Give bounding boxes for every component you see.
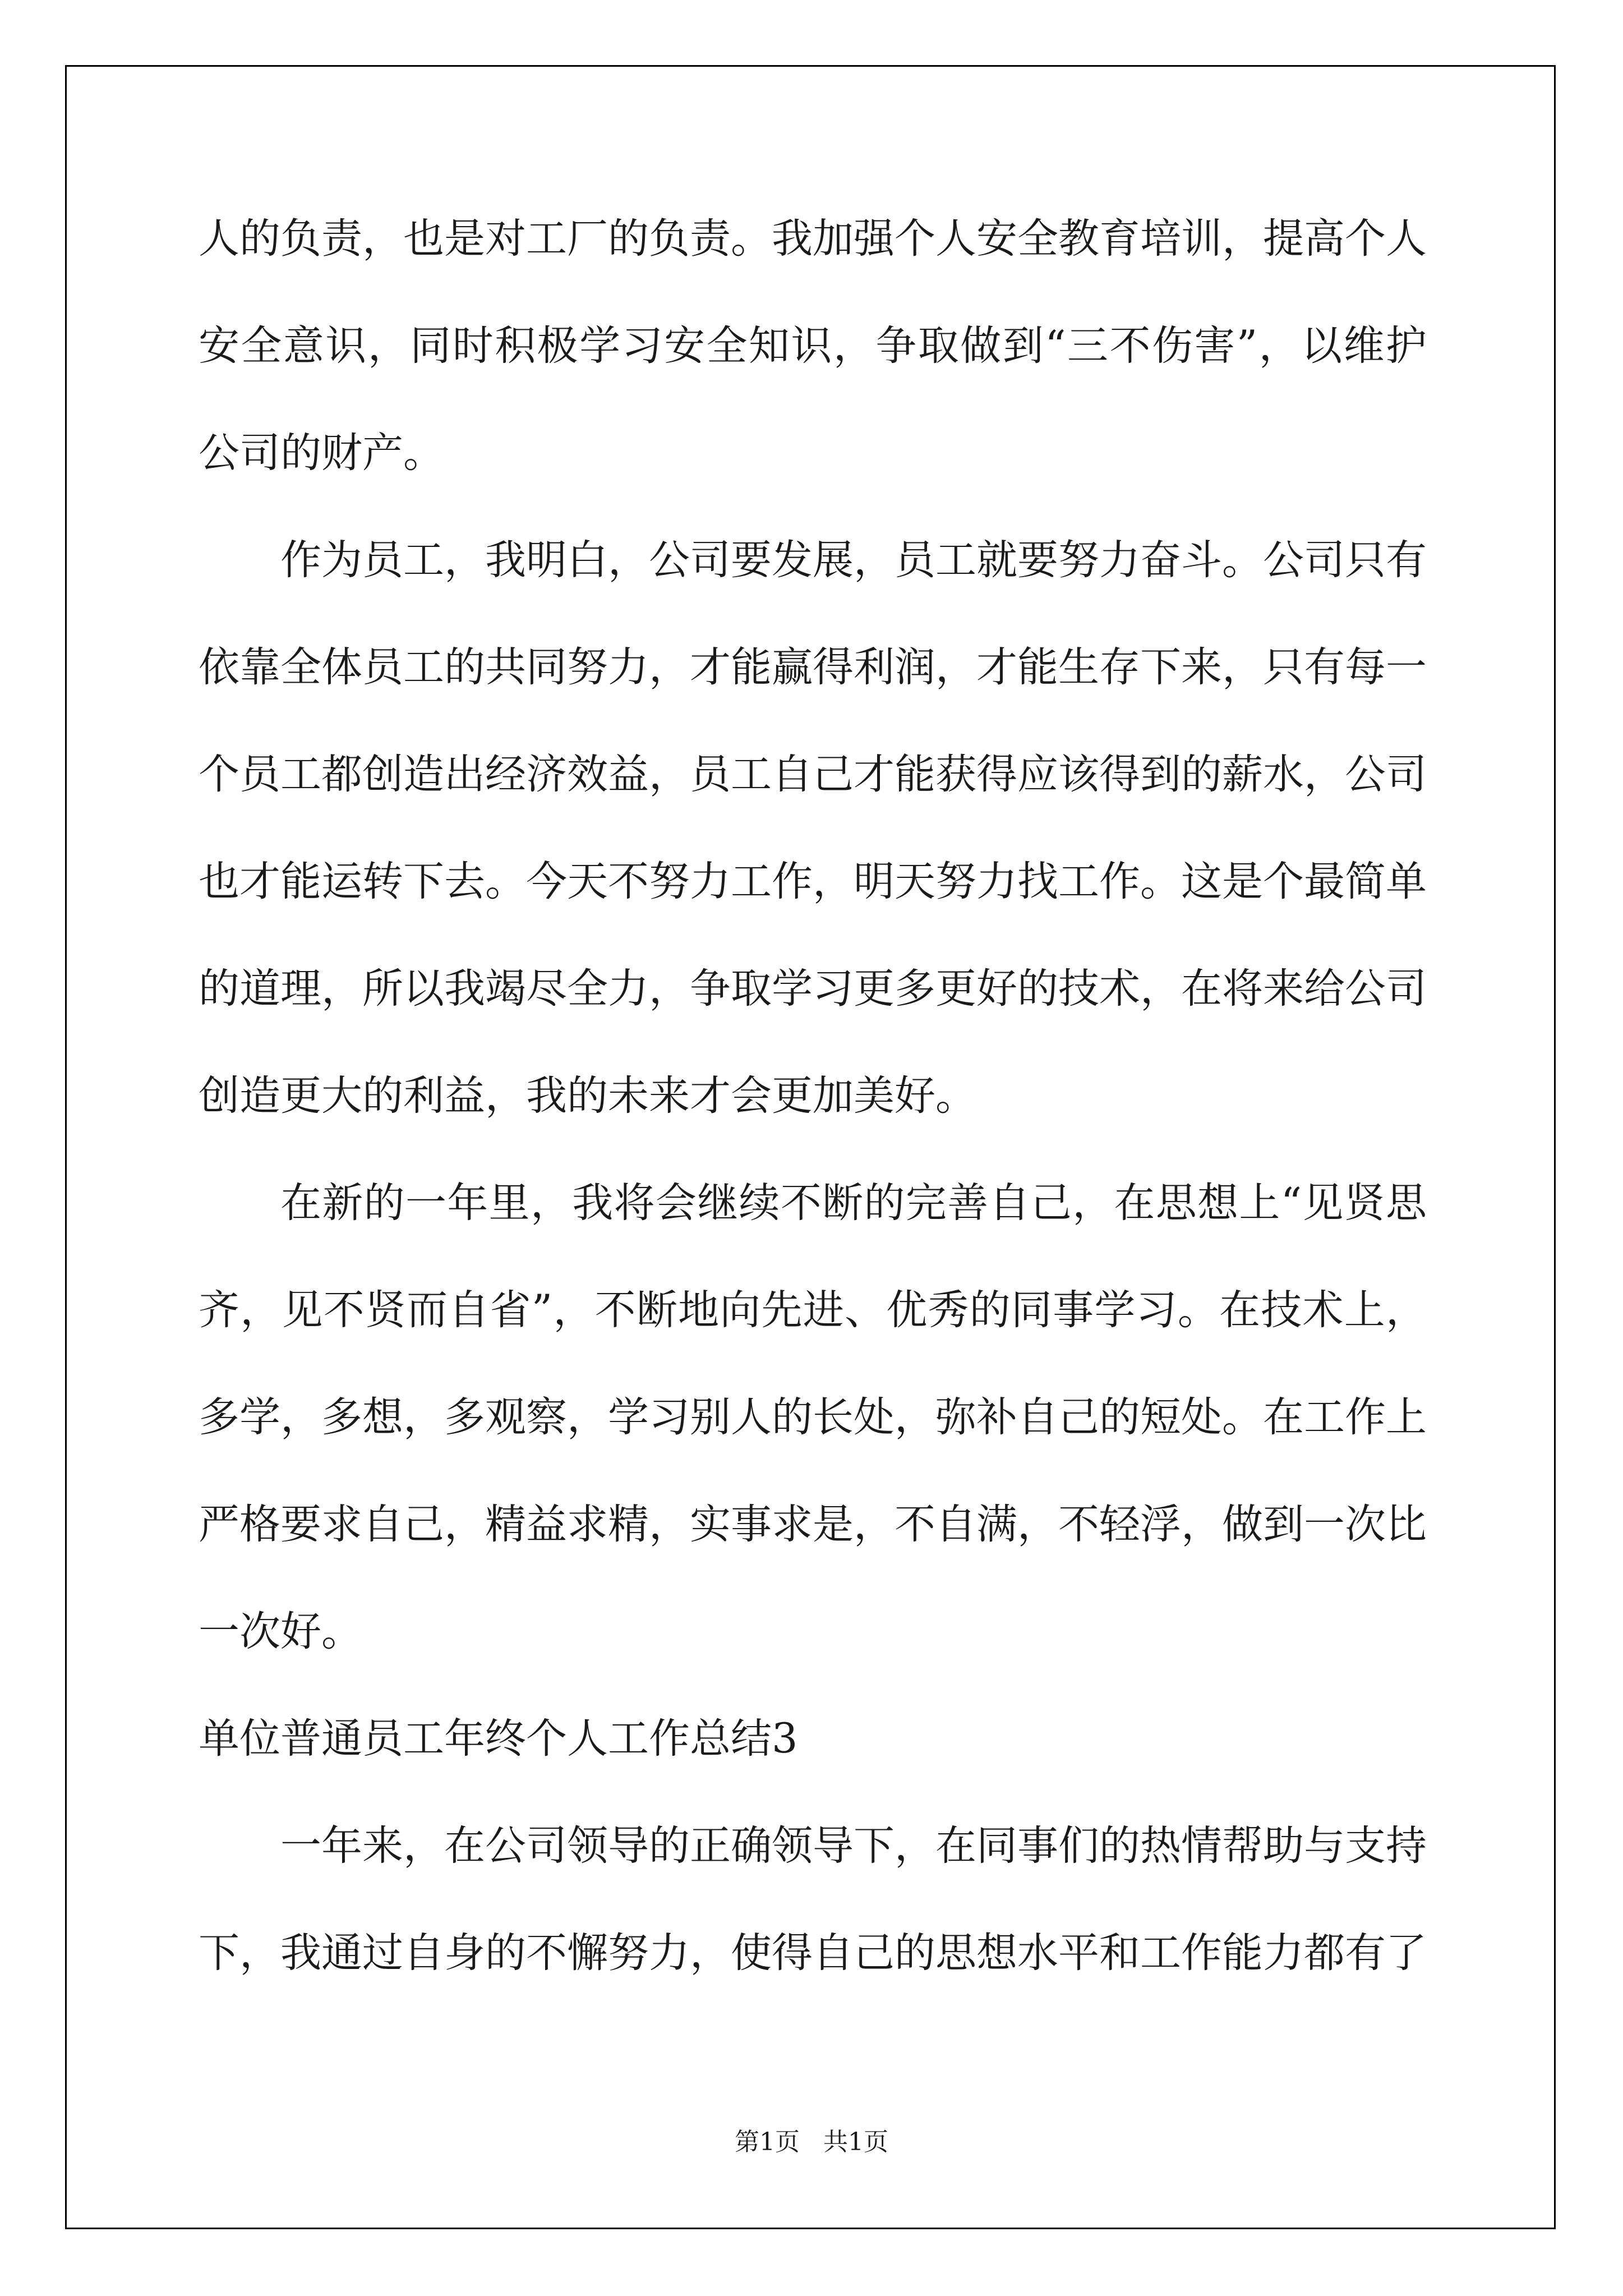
paragraph: 作为员工，我明白，公司要发展，员工就要努力奋斗。公司只有依靠全体员工的共同努力，才能赢得利润，才能生存下来，只有每一个员工都创造出经济效益，员工自己才能获得应该得到的薪水，公司也才能运转下去。今天不努力工作，明天努力找工作。这是个最简单的道理，所以我竭尽全力，争取学习更多更好的技术，在将来给公司创造更大的利益，我的未来才会更加美好。 — [199, 536, 1427, 1120]
paragraph: 一年来，在公司领导的正确领导下，在同事们的热情帮助与支持下，我通过自身的不懈努力，使得自己的思想水平和工作能力都有了 — [199, 1822, 1427, 1977]
page-footer: 第1页 共1页 — [735, 2128, 888, 2156]
section-heading: 单位普通员工年终个人工作总结3 — [199, 1715, 798, 1763]
document-body — [199, 185, 1427, 2007]
paragraph: 在新的一年里，我将会继续不断的完善自己，在思想上“见贤思齐，见不贤而自省”，不断地向先进、优秀的同事学习。在技术上，多学，多想，多观察，学习别人的长处，弥补自己的短处。在工作上严格要求自己，精益求精，实事求是，不自满，不轻浮，做到一次比一次好。 — [199, 1179, 1427, 1655]
paragraph-continued: 人的负责，也是对工厂的负责。我加强个人安全教育培训，提高个人安全意识，同时积极学习安全知识，争取做到“三不伤害”，以维护公司的财产。 — [199, 215, 1427, 477]
